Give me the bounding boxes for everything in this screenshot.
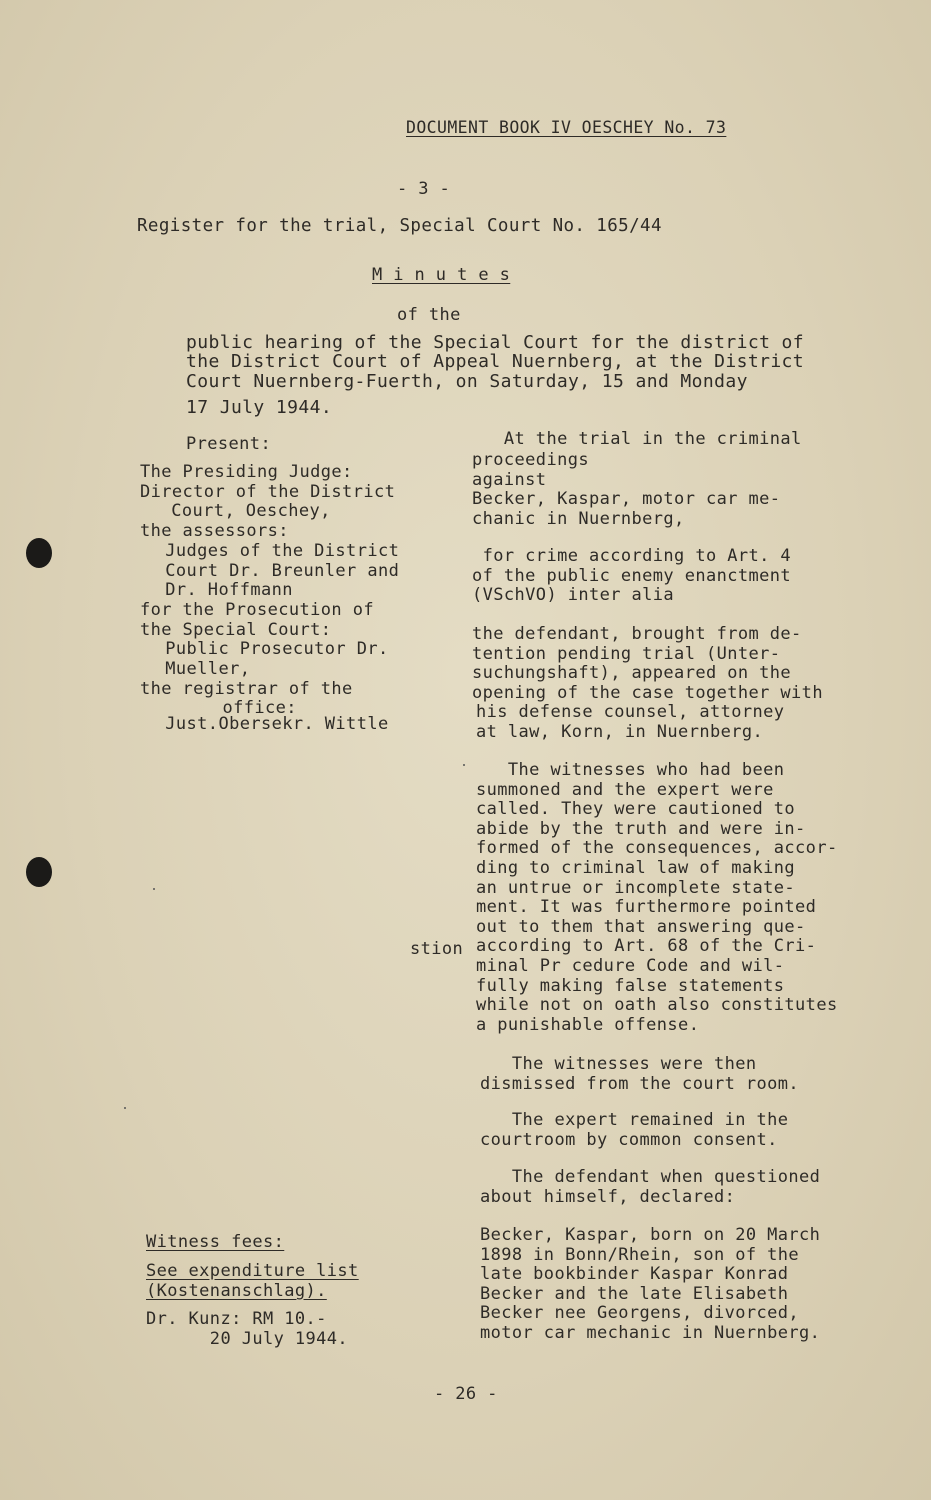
composition-line: for the Prosecution of xyxy=(140,599,374,620)
caution-line: minal Pr cedure Code and wil- xyxy=(476,956,785,976)
dismissal-line: The witnesses were then xyxy=(480,1054,757,1074)
caution-line: abide by the truth and were in- xyxy=(476,818,806,839)
appearance-line: his defense counsel, attorney xyxy=(476,702,785,722)
caution-line: ment. It was furthermore pointed xyxy=(476,897,817,918)
appearance-line: the defendant, brought from de- xyxy=(472,624,802,644)
page-number: - 26 - xyxy=(434,1384,498,1404)
intro-line: the District Court of Appeal Nuernberg, at the District xyxy=(186,351,805,372)
paper-speck xyxy=(124,1107,126,1109)
punch-hole-bottom xyxy=(26,857,52,887)
proceedings-line: proceedings xyxy=(472,450,589,470)
fee-date-line: 20 July 1944. xyxy=(146,1329,349,1349)
register-line: Register for the trial, Special Court No. 165/44 xyxy=(137,216,662,236)
expert-line: courtroom by common consent. xyxy=(480,1129,778,1150)
appearance-line: tention pending trial (Unter- xyxy=(472,643,781,664)
witness-fees-label: Witness fees: xyxy=(146,1232,285,1252)
intro-line: Court Nuernberg-Fuerth, on Saturday, 15 and Monday xyxy=(186,371,748,392)
composition-line: Court Dr. Breunler and xyxy=(144,560,400,581)
fee-amount-line: Dr. Kunz: RM 10.- xyxy=(146,1309,327,1329)
questioned-line: about himself, declared: xyxy=(480,1186,736,1207)
caution-line: an untrue or incomplete state- xyxy=(476,877,796,898)
proceedings-line: At the trial in the criminal xyxy=(472,429,802,449)
charge-line: for crime according to Art. 4 xyxy=(472,546,792,566)
appearance-line: opening of the case together with xyxy=(472,682,823,703)
caution-line: fully making false statements xyxy=(476,975,785,996)
composition-line: the registrar of the xyxy=(140,678,353,699)
caution-line: according to Art. 68 of the Cri- xyxy=(476,936,817,957)
details-line: Becker, Kaspar, born on 20 March xyxy=(480,1225,821,1245)
dismissal-line: dismissed from the court room. xyxy=(480,1073,800,1094)
intro-line: 17 July 1944. xyxy=(186,397,333,418)
composition-line: Court, Oeschey, xyxy=(150,501,331,522)
details-line: late bookbinder Kaspar Konrad xyxy=(480,1264,789,1285)
details-line: 1898 in Bonn/Rhein, son of the xyxy=(480,1244,800,1265)
expenditure-list-line: See expenditure list xyxy=(146,1261,359,1281)
caution-line: ding to criminal law of making xyxy=(476,858,796,878)
punch-hole-top xyxy=(26,538,52,568)
proceedings-line: against xyxy=(472,470,547,490)
details-line: motor car mechanic in Nuernberg. xyxy=(480,1323,821,1343)
caution-line: called. They were cautioned to xyxy=(476,799,796,820)
caution-line: formed of the consequences, accor- xyxy=(476,838,838,859)
composition-line: Director of the District xyxy=(140,481,396,502)
composition-line: Judges of the District xyxy=(144,540,400,561)
composition-line: The Presiding Judge: xyxy=(140,462,353,482)
appearance-line: at law, Korn, in Nuernberg. xyxy=(476,721,764,742)
caution-line: out to them that answering que- xyxy=(476,916,806,937)
document-book-heading: DOCUMENT BOOK IV OESCHEY No. 73 xyxy=(406,118,727,137)
paper-speck xyxy=(153,888,155,890)
questioned-line: The defendant when questioned xyxy=(480,1167,821,1187)
charge-line: of the public enemy enanctment xyxy=(472,565,792,586)
details-line: Becker nee Georgens, divorced, xyxy=(480,1303,800,1324)
appearance-line: suchungshaft), appeared on the xyxy=(472,663,792,683)
caution-line: The witnesses who had been xyxy=(476,760,785,780)
composition-line: Dr. Hoffmann xyxy=(144,580,293,601)
margin-insertion: stion xyxy=(410,939,464,959)
proceedings-line: chanic in Nuernberg, xyxy=(472,509,685,529)
composition-line: Mueller, xyxy=(144,659,251,679)
page-marker: - 3 - xyxy=(397,179,451,199)
expert-line: The expert remained in the xyxy=(480,1110,789,1130)
caution-line: summoned and the expert were xyxy=(476,779,774,800)
composition-line: Public Prosecutor Dr. xyxy=(144,639,389,660)
composition-line: the Special Court: xyxy=(140,619,332,640)
caution-line: while not on oath also constitutes xyxy=(476,995,838,1016)
kostenanschlag-line: (Kostenanschlag). xyxy=(146,1281,327,1301)
composition-line: Just.Obersekr. Wittle xyxy=(144,714,389,734)
details-line: Becker and the late Elisabeth xyxy=(480,1283,789,1304)
composition-line: the assessors: xyxy=(140,521,289,542)
caution-line: a punishable offense. xyxy=(476,1014,700,1035)
of-the-line: of the xyxy=(397,305,461,325)
proceedings-line: Becker, Kaspar, motor car me- xyxy=(472,489,781,509)
minutes-title: M i n u t e s xyxy=(372,265,511,285)
paper-speck xyxy=(463,764,465,766)
present-label: Present: xyxy=(186,434,272,454)
composition-line: office: xyxy=(148,698,297,719)
charge-line: (VSchVO) inter alia xyxy=(472,585,675,605)
intro-line: public hearing of the Special Court for the district of xyxy=(186,332,805,353)
